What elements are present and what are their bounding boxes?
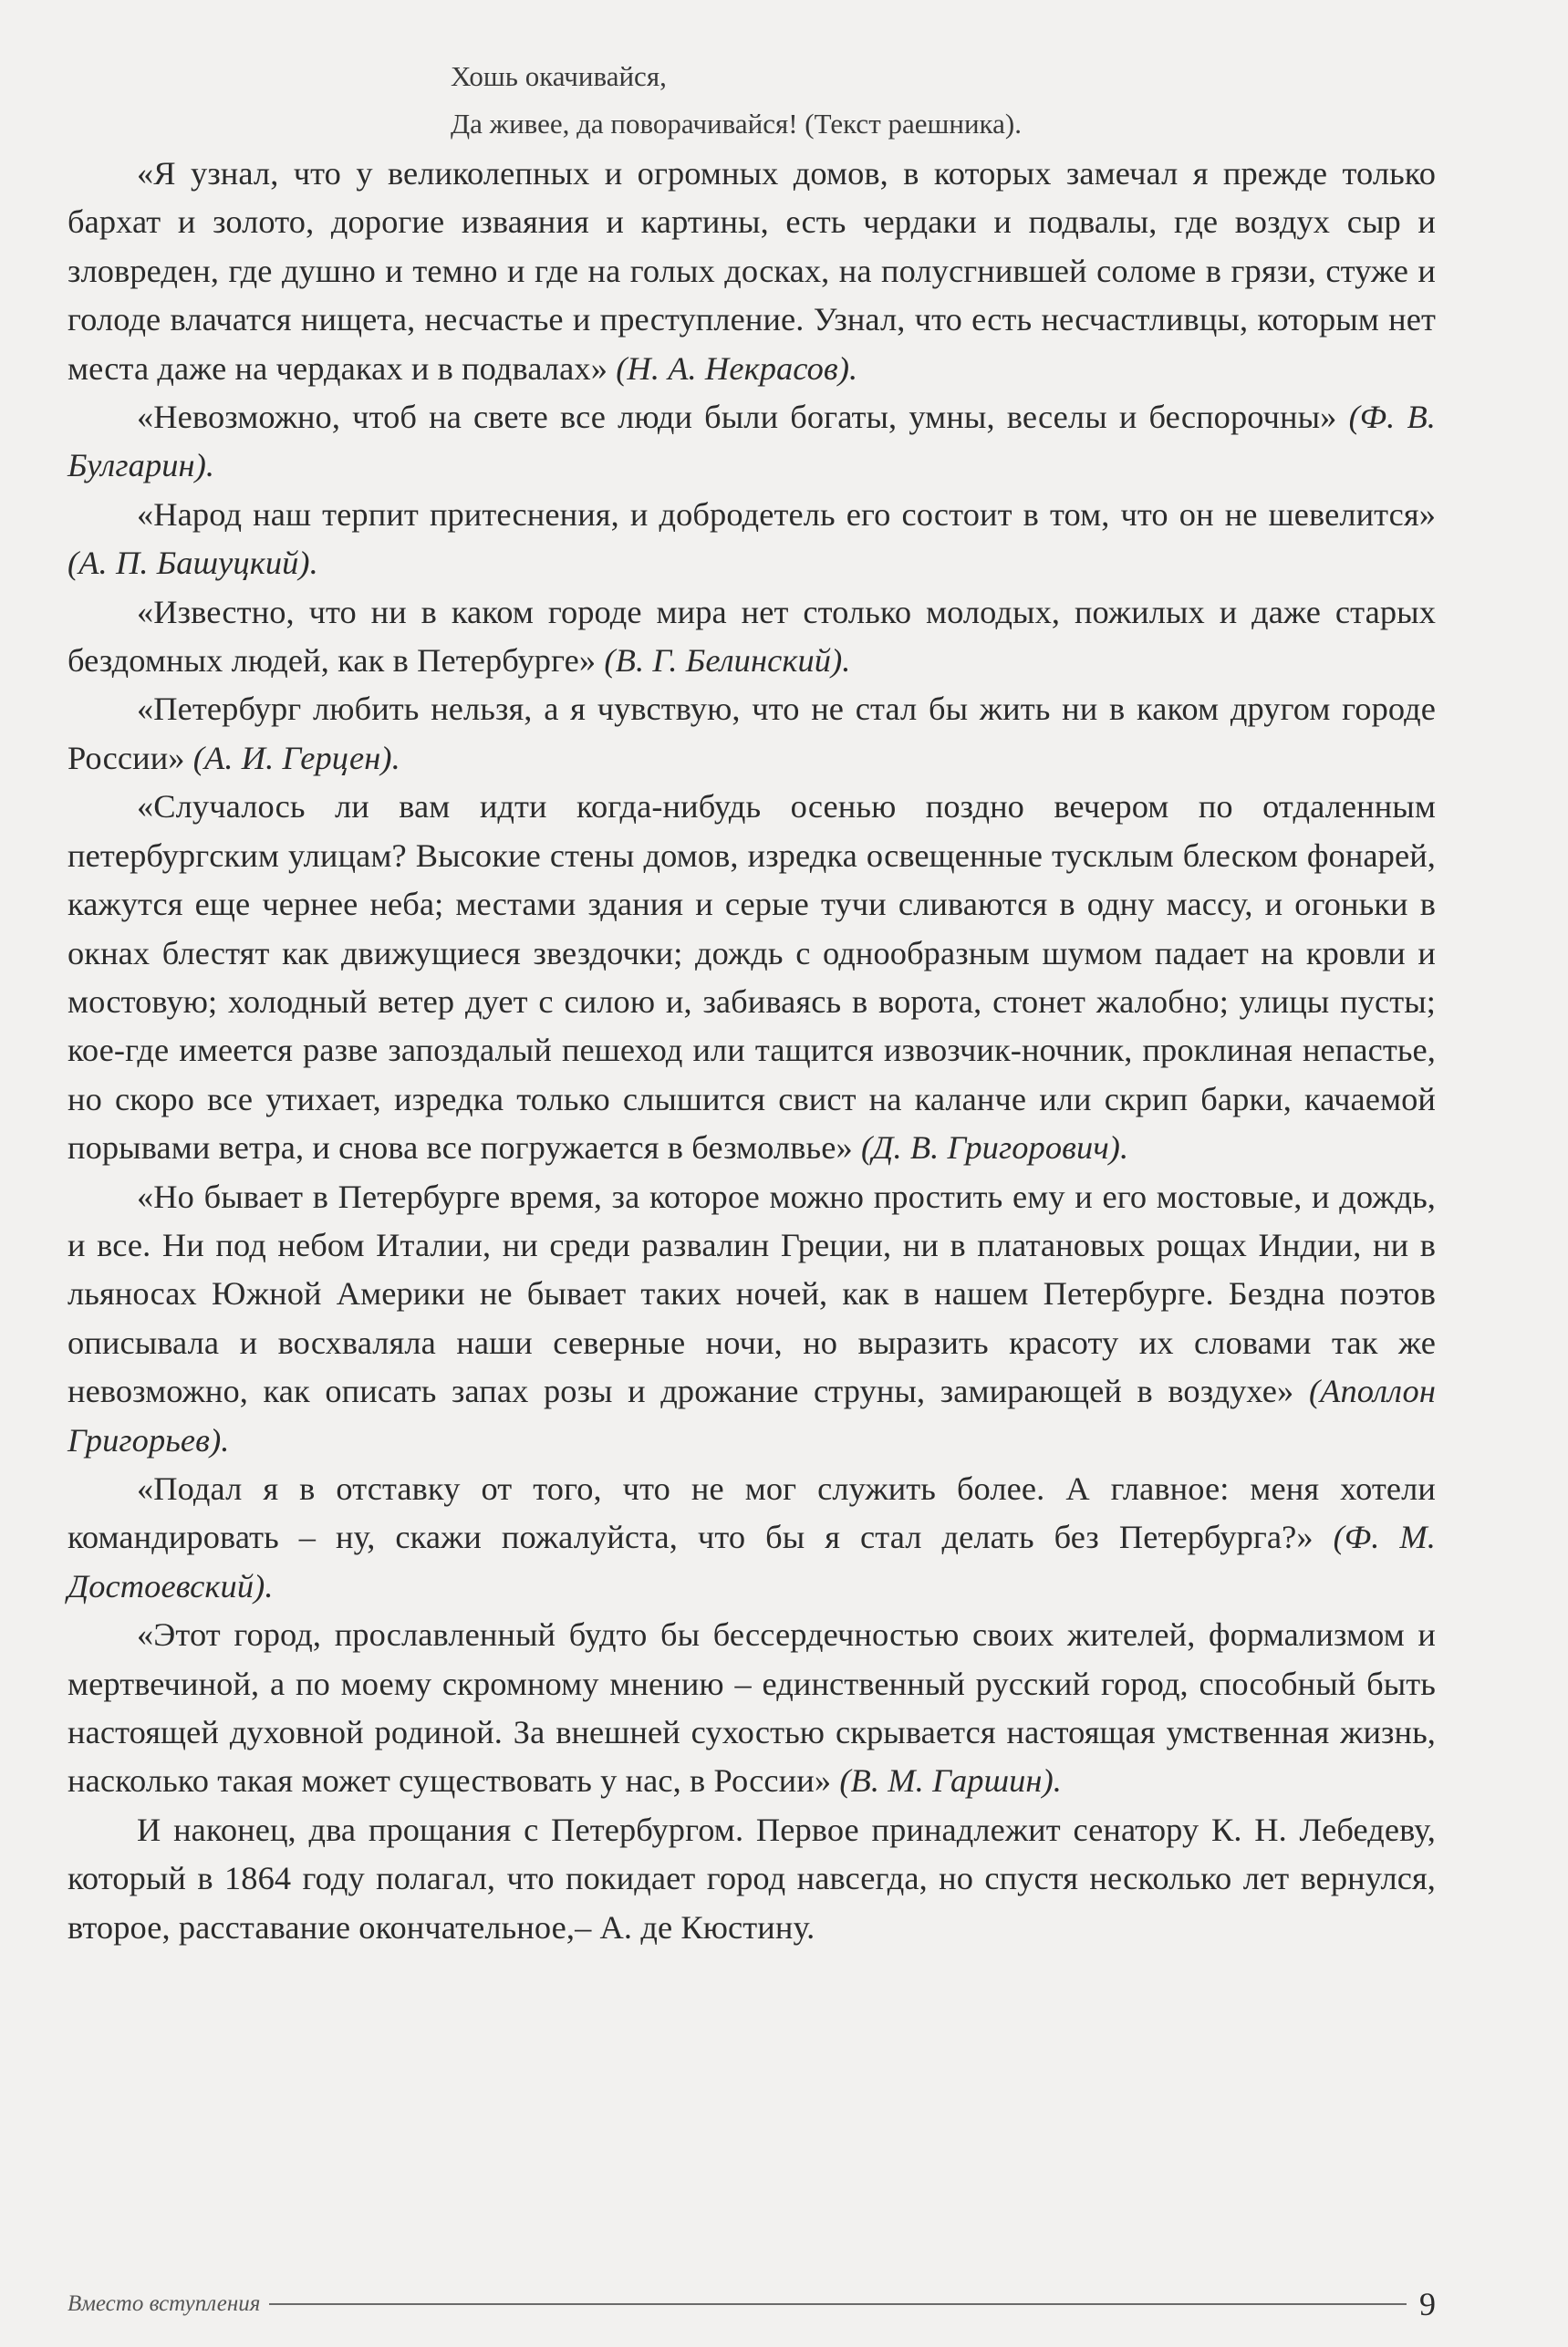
quote-text: «Известно, что ни в каком городе мира нет столько молодых, пожилых и даже старых бездомных людей, как в Петербурге» <box>67 593 1436 680</box>
quote-text: «Невозможно, чтоб на свете все люди были богаты, умны, веселы и беспорочны» <box>137 399 1337 436</box>
quote-text: «Я узнал, что у великолепных и огромных домов, в которых замечал я прежде только бархат и золото, дорогие изваяния и картины, есть чердаки и подвалы, где воздух сыр и зловреден, где душно и темно и где на голых досках, на полусгнившей соломе в грязи, стуже и голоде влачатся нищета, несчастье и преступление. Узнал, что есть несчастливцы, которым нет места даже на чердаках и в подвалах» <box>67 155 1436 387</box>
paragraph <box>67 1611 1436 1806</box>
attribution: (В. М. Гаршин). <box>839 1762 1062 1800</box>
quote-text: «Народ наш терпит притеснения, и добродетель его состоит в том, что он не шевелится» <box>137 495 1436 533</box>
paragraph <box>67 393 1436 491</box>
attribution: (В. Г. Белинский). <box>604 642 851 680</box>
epigraph-line: Хошь окачивайся, <box>451 60 667 92</box>
paragraph <box>67 588 1436 686</box>
attribution: (Н. А. Некрасов). <box>616 349 858 387</box>
running-footer <box>67 2280 1436 2328</box>
epigraph-line: Да живее, да поворачивайся! (Текст раешника). <box>451 108 1022 140</box>
epigraph <box>451 53 1454 148</box>
attribution: (Ф. М. Достоевский). <box>67 1519 1437 1604</box>
quote-text: «Этот город, прославленный будто бы бессердечностью своих жителей, формализмом и мертвечиной, а по моему скромному мнению – единственный русский город, способный быть настоящей духовной родиной. За внешней сухостью скрывается настоящая умственная жизнь, насколько такая может существовать у нас, в России» <box>67 1616 1436 1800</box>
section-title: Вместо вступления <box>67 2291 261 2316</box>
body-text <box>67 150 1436 1952</box>
paragraph <box>67 150 1436 393</box>
attribution: (Ф. В. Булгарин). <box>67 399 1436 484</box>
attribution: (Д. В. Григорович). <box>860 1129 1129 1167</box>
paragraph <box>67 491 1436 588</box>
paragraph <box>67 685 1436 783</box>
footer-rule <box>269 2303 1407 2305</box>
attribution: (А. И. Герцен). <box>192 739 400 776</box>
paragraph <box>67 1465 1436 1611</box>
page-number: 9 <box>1419 2286 1436 2322</box>
paragraph <box>67 1173 1436 1465</box>
quote-text: «Случалось ли вам идти когда-нибудь осенью поздно вечером по отдаленным петербургским улицам? Высокие стены домов, изредка освещенные тусклым блеском фонарей, кажутся еще чернее неба; местами здания и серые тучи сливаются в одну массу, и огоньки в окнах блестят как движущиеся звездочки; дождь с однообразным шумом падает на кровли и мостовую; холодный ветер дует с силою и, забиваясь в ворота, стонет жалобно; улицы пусты; кое-где имеется разве запоздалый пешеход или тащится извозчик-ночник, проклиная непастье, но скоро все утихает, изредка только слышится свист на каланче или скрип барки, качаемой порывами ветра, и снова все погружается в безмолвье» <box>67 788 1436 1167</box>
quote-text: «Петербург любить нельзя, а я чувствую, что не стал бы жить ни в каком другом городе России» <box>67 691 1436 776</box>
quote-text: «Подал я в отставку от того, что не мог служить более. А главное: меня хотели командировать – ну, скажи пожалуйста, что бы я стал делать без Петербурга?» <box>67 1469 1436 1556</box>
paragraph <box>67 783 1436 1172</box>
attribution: (Аполлон Григорьев). <box>67 1373 1436 1459</box>
quote-text: «Но бывает в Петербурге время, за которое можно простить ему и его мостовые, и дождь, и все. Ни под небом Италии, ни среди развалин Греции, ни в платановых рощах Индии, ни в льяносах Южной Америки не бывает таких ночей, как в нашем Петербурге. Бездна поэтов описывала и восхваляла наши северные ночи, но выразить красоту их словами так же невозможно, как описать запах розы и дрожание струны, замирающей в воздухе» <box>67 1178 1436 1410</box>
attribution: (А. П. Башуцкий). <box>67 545 318 582</box>
body-paragraph-text: И наконец, два прощания с Петербургом. Первое принадлежит сенатору К. Н. Лебедеву, который в 1864 году полагал, что покидает город навсегда, но спустя несколько лет вернулся, второе, расставание окончательное,– А. де Кюстину. <box>67 1811 1436 1946</box>
paragraph <box>67 1806 1436 1952</box>
